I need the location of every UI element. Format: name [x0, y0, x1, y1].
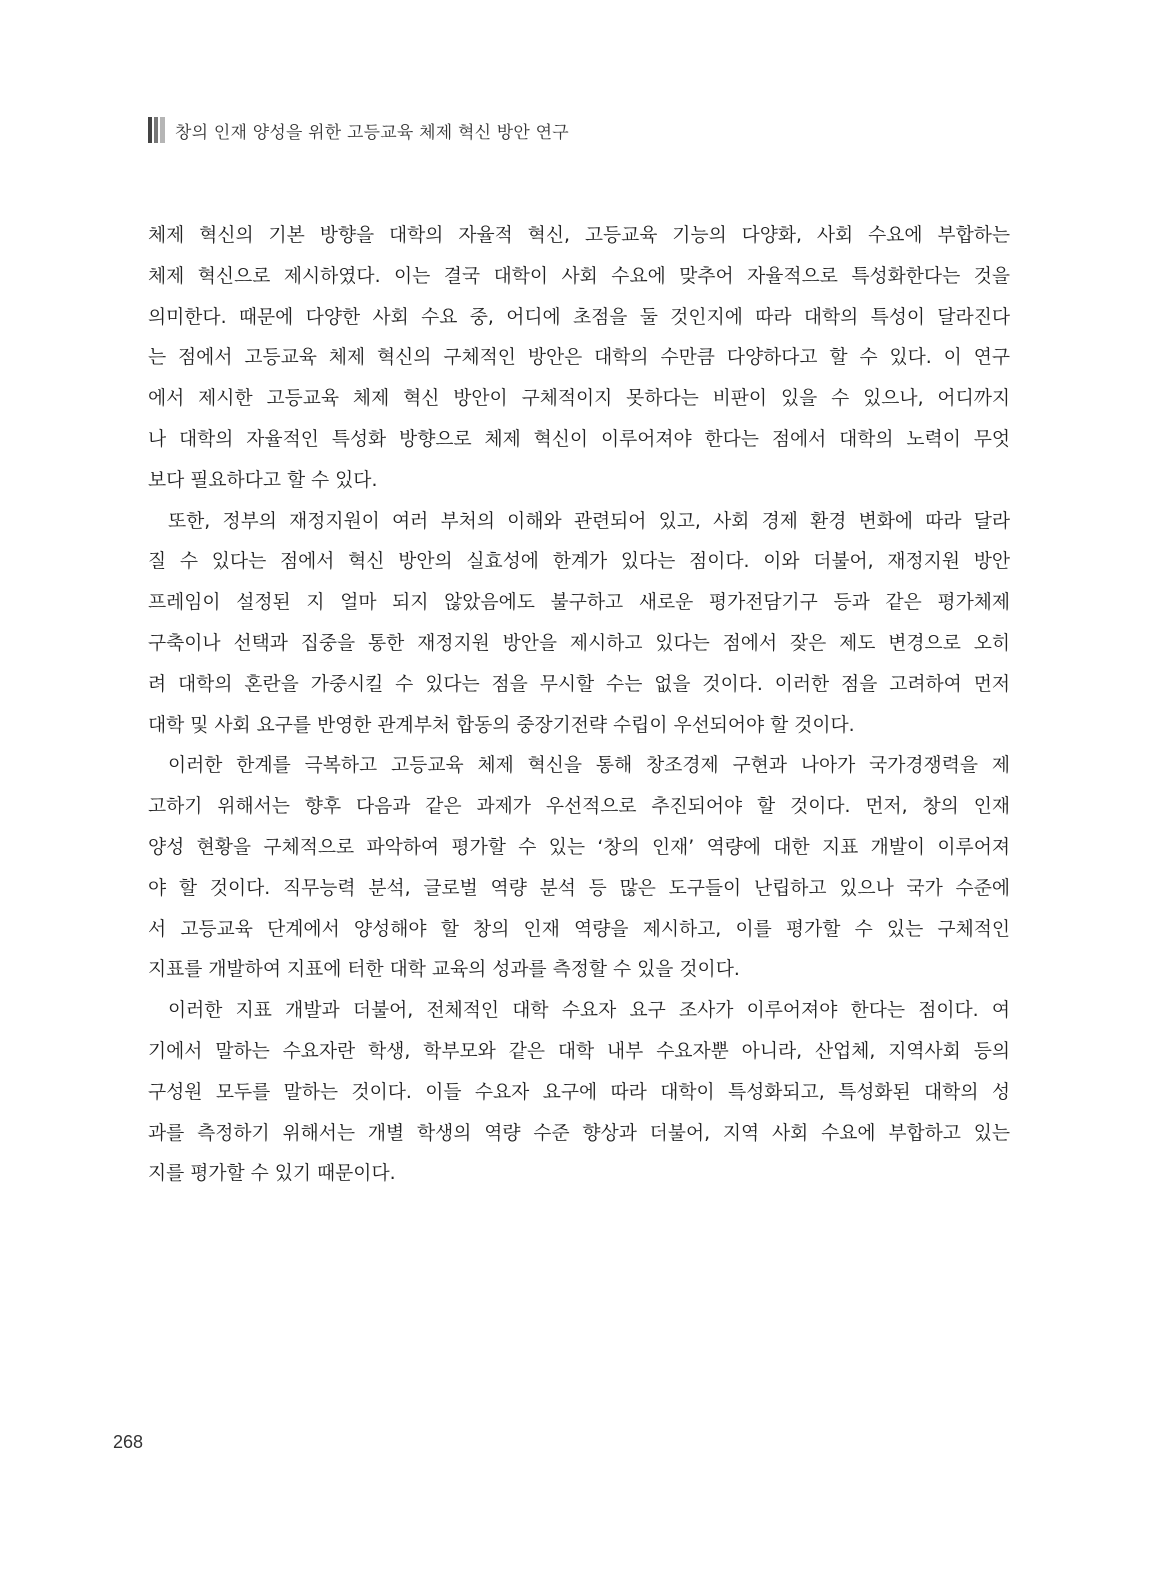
paragraph	[148, 502, 1010, 747]
text-line: 또한, 정부의 재정지원이 여러 부처의 이해와 관련되어 있고, 사회 경제 환경 변화에 따라 달라	[168, 510, 1010, 532]
text-line: 기에서 말하는 수요자란 학생, 학부모와 같은 대학 내부 수요자뿐 아니라, 산업체, 지역사회 등의	[148, 1040, 1010, 1062]
running-header-title: 창의 인재 양성을 위한 고등교육 체제 혁신 방안 연구	[175, 122, 569, 143]
text-line: 질 수 있다는 점에서 혁신 방안의 실효성에 한계가 있다는 점이다. 이와 더불어, 재정지원 방안	[148, 551, 1010, 573]
header-bar-mark-icon	[148, 117, 165, 143]
running-header	[148, 117, 569, 143]
text-line: 체제 혁신의 기본 방향을 대학의 자율적 혁신, 고등교육 기능의 다양화, 사회 수요에 부합하는	[148, 225, 1010, 246]
text-line: 서 고등교육 단계에서 양성해야 할 창의 인재 역량을 제시하고, 이를 평가할 수 있는 구체적인	[148, 918, 1010, 940]
text-line: 구축이나 선택과 집중을 통한 재정지원 방안을 제시하고 있다는 점에서 잦은 제도 변경으로 오히	[148, 632, 1010, 654]
text-line: 나 대학의 자율적인 특성화 방향으로 체제 혁신이 이루어져야 한다는 점에서 대학의 노력이 무엇	[148, 428, 1010, 450]
page-number: 268	[113, 1432, 144, 1452]
text-line: 프레임이 설정된 지 얼마 되지 않았음에도 불구하고 새로운 평가전담기구 등과 같은 평가체제	[148, 592, 1010, 614]
text-line: 이러한 한계를 극복하고 고등교육 체제 혁신을 통해 창조경제 구현과 나아가 국가경쟁력을 제	[168, 755, 1010, 777]
text-line: 보다 필요하다고 할 수 있다.	[148, 469, 378, 491]
text-line: 야 할 것이다. 직무능력 분석, 글로벌 역량 분석 등 많은 도구들이 난립하고 있으나 국가 수준에	[148, 877, 1010, 899]
text-line: 려 대학의 혼란을 가중시킬 수 있다는 점을 무시할 수는 없을 것이다. 이러한 점을 고려하여 먼저	[148, 673, 1010, 695]
paragraph	[148, 216, 1010, 502]
text-line: 양성 현황을 구체적으로 파악하여 평가할 수 있는 ‘창의 인재’ 역량에 대한 지표 개발이 이루어져	[148, 836, 1010, 858]
body-text	[148, 216, 1010, 1195]
paragraph	[148, 991, 1010, 1195]
text-line: 과를 측정하기 위해서는 개별 학생의 역량 수준 향상과 더불어, 지역 사회 수요에 부합하고 있는	[148, 1122, 1010, 1144]
paragraph	[148, 746, 1010, 991]
text-line: 의미한다. 때문에 다양한 사회 수요 중, 어디에 초점을 둘 것인지에 따라 대학의 특성이 달라진다	[148, 306, 1010, 328]
text-line: 대학 및 사회 요구를 반영한 관계부처 합동의 중장기전략 수립이 우선되어야 할 것이다.	[148, 714, 855, 736]
text-line: 체제 혁신으로 제시하였다. 이는 결국 대학이 사회 수요에 맞추어 자율적으로 특성화한다는 것을	[148, 265, 1010, 287]
text-line: 지표를 개발하여 지표에 터한 대학 교육의 성과를 측정할 수 있을 것이다.	[148, 959, 740, 981]
text-line: 이러한 지표 개발과 더불어, 전체적인 대학 수요자 요구 조사가 이루어져야 한다는 점이다. 여	[168, 1000, 1010, 1022]
text-line: 지를 평가할 수 있기 때문이다.	[148, 1163, 396, 1185]
text-line: 고하기 위해서는 향후 다음과 같은 과제가 우선적으로 추진되어야 할 것이다. 먼저, 창의 인재	[148, 796, 1010, 818]
text-line: 는 점에서 고등교육 체제 혁신의 구체적인 방안은 대학의 수만큼 다양하다고 할 수 있다. 이 연구	[148, 347, 1010, 369]
text-line: 에서 제시한 고등교육 체제 혁신 방안이 구체적이지 못하다는 비판이 있을 수 있으나, 어디까지	[148, 388, 1010, 410]
text-line: 구성원 모두를 말하는 것이다. 이들 수요자 요구에 따라 대학이 특성화되고, 특성화된 대학의 성	[148, 1081, 1010, 1103]
